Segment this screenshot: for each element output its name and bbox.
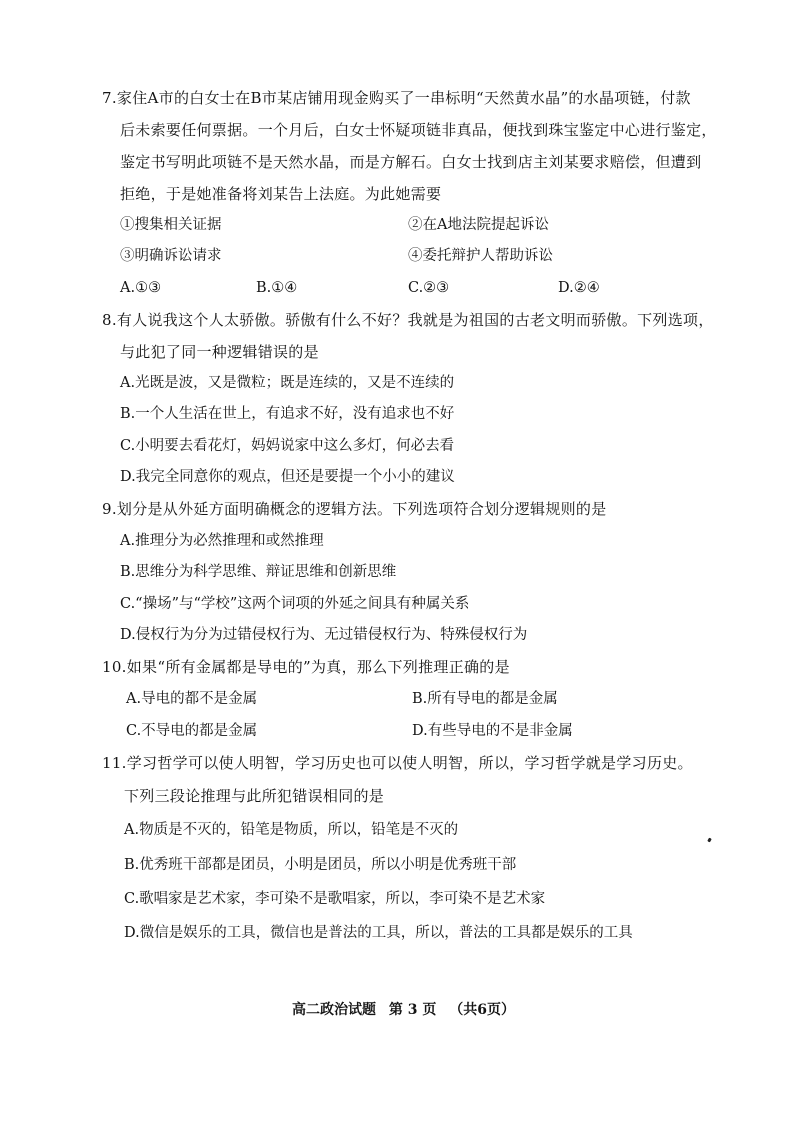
- question-stem-line: 下列三段论推理与此所犯错误相同的是: [124, 787, 385, 805]
- statement-2: ②在A地法院提起诉讼: [408, 217, 549, 233]
- question-stem-line: 与此犯了同一种逻辑错误的是: [120, 343, 319, 361]
- statement-3: ③明确诉讼请求: [120, 248, 222, 264]
- question-stem-line: 鉴定书写明此项链不是天然水晶，而是方解石。白女士找到店主刘某要求赔偿，但遭到: [120, 153, 702, 171]
- question-stem-line: 8.有人说我这个人太骄傲。骄傲有什么不好？我就是为祖国的古老文明而骄傲。下列选项，: [102, 311, 714, 329]
- question-stem-line: 7.家住A市的白女士在B市某店铺用现金购买了一串标明“天然黄水晶”的水晶项链，付款: [102, 89, 691, 107]
- question-stem-line: 后未索要任何票据。一个月后，白女士怀疑项链非真品，便找到珠宝鉴定中心进行鉴定，: [120, 121, 717, 139]
- choice-c: C.②③: [408, 280, 450, 296]
- choice-c: C.不导电的都是金属: [126, 723, 258, 739]
- question-stem-line: 10.如果“所有金属都是导电的”为真，那么下列推理正确的是: [102, 658, 510, 676]
- choice-b: B.所有导电的都是金属: [412, 691, 558, 707]
- choice-c: C.歌唱家是艺术家，李可染不是歌唱家，所以，李可染不是艺术家: [124, 891, 546, 907]
- choice-d: D.我完全同意你的观点，但还是要提一个小小的建议: [120, 469, 455, 485]
- scan-speck: [707, 838, 712, 843]
- choice-b: B.优秀班干部都是团员，小明是团员，所以小明是优秀班干部: [124, 857, 517, 873]
- footer-total-pages: （共6页）: [449, 1002, 515, 1018]
- choice-b: B.思维分为科学思维、辩证思维和创新思维: [120, 564, 397, 580]
- choice-a: A.①③: [120, 280, 162, 296]
- statement-4: ④委托辩护人帮助诉讼: [408, 248, 553, 264]
- choice-a: A.导电的都不是金属: [126, 691, 258, 707]
- choice-d: D.微信是娱乐的工具，微信也是普法的工具，所以，普法的工具都是娱乐的工具: [124, 925, 633, 941]
- choice-a: A.光既是波，又是微粒；既是连续的，又是不连续的: [120, 375, 455, 391]
- choice-b: B.①④: [256, 280, 298, 296]
- choice-d: D.②④: [558, 280, 600, 296]
- choice-a: A.推理分为必然推理和或然推理: [120, 533, 324, 549]
- question-stem-line: 9.划分是从外延方面明确概念的逻辑方法。下列选项符合划分逻辑规则的是: [102, 500, 607, 518]
- question-stem-line: 11.学习哲学可以使人明智，学习历史也可以使人明智，所以，学习哲学就是学习历史。: [102, 754, 693, 772]
- choice-b: B.一个人生活在世上，有追求不好，没有追求也不好: [120, 406, 455, 422]
- choice-a: A.物质是不灭的，铅笔是物质，所以，铅笔是不灭的: [124, 822, 459, 838]
- question-stem-line: 拒绝，于是她准备将刘某告上法庭。为此她需要: [120, 185, 442, 203]
- statement-1: ①搜集相关证据: [120, 217, 222, 233]
- choice-d: D.有些导电的不是非金属: [412, 723, 573, 739]
- footer-title: 高二政治试题: [292, 1002, 376, 1018]
- footer-page-number: 第 3 页: [388, 1002, 437, 1018]
- choice-c: C.小明要去看花灯，妈妈说家中这么多灯，何必去看: [120, 438, 455, 454]
- choice-c: C.“操场”与“学校”这两个词项的外延之间具有种属关系: [120, 596, 470, 612]
- page-footer: [292, 1000, 523, 1020]
- choice-d: D.侵权行为分为过错侵权行为、无过错侵权行为、特殊侵权行为: [120, 627, 528, 643]
